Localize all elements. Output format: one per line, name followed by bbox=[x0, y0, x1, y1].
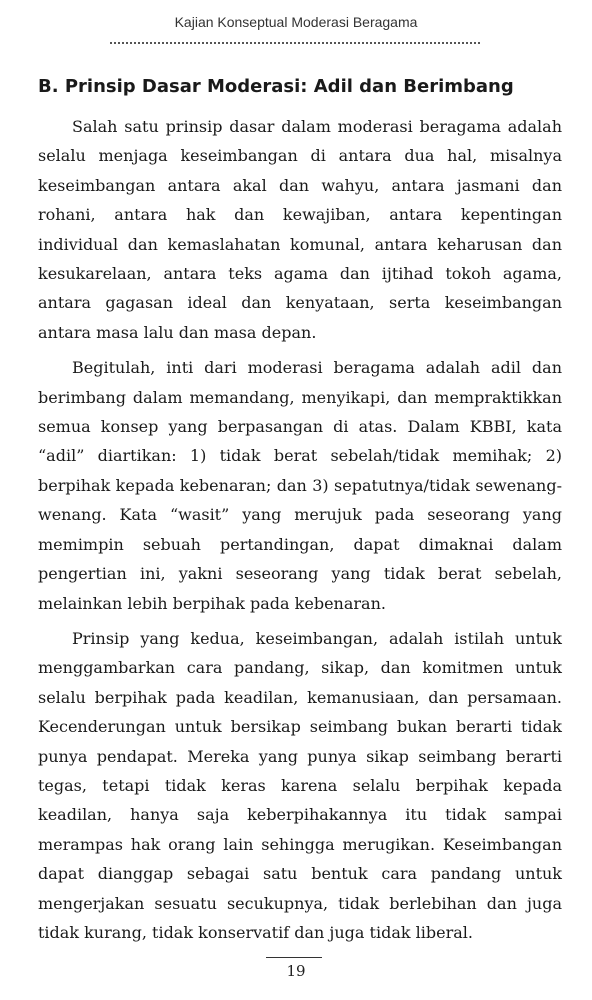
paragraph-2: Begitulah, inti dari moderasi beragama adalah adil dan berimbang dalam memandang, menyikapi, dan mempraktikkan semua konsep yang berpasangan di atas. Dalam KBBI, kata “adil” diartikan: 1) tidak berat sebelah/tidak memihak; 2) berpihak kepada kebenaran; dan 3) sepatutnya/tidak sewenang-wenang. Kata “wasit” yang merujuk pada seseorang yang memimpin sebuah pertandingan, dapat dimaknai dalam pengertian ini, yakni seseorang yang tidak berat sebelah, melainkan lebih berpihak pada kebenaran. bbox=[38, 358, 562, 613]
page-number-rule bbox=[266, 957, 322, 958]
section-heading: B. Prinsip Dasar Moderasi: Adil dan Berimbang bbox=[38, 76, 514, 97]
body-text bbox=[38, 112, 562, 953]
paragraph-3: Prinsip yang kedua, keseimbangan, adalah istilah untuk menggambarkan cara pandang, sikap, dan komitmen untuk selalu berpihak pada keadilan, kemanusiaan, dan persamaan. Kecenderungan untuk bersikap seimbang bukan berarti tidak punya pendapat. Mereka yang punya sikap seimbang berarti tegas, tetapi tidak keras karena selalu berpihak kepada keadilan, hanya saja keberpihakannya itu tidak sampai merampas hak orang lain sehingga merugikan. Keseimbangan dapat dianggap sebagai satu bentuk cara pandang untuk mengerjakan sesuatu secukupnya, tidak berlebihan dan juga tidak kurang, tidak konservatif dan juga tidak liberal. bbox=[38, 628, 562, 942]
paragraph-1: Salah satu prinsip dasar dalam moderasi beragama adalah selalu menjaga keseimbangan di antara dua hal, misalnya keseimbangan antara akal dan wahyu, antara jasmani dan rohani, antara hak dan kewajiban, antara kepentingan individual dan kemaslahatan komunal, antara keharusan dan kesukarelaan, antara teks agama dan ijtihad tokoh agama, antara gagasan ideal dan kenyataan, serta keseimbangan antara masa lalu dan masa depan. bbox=[38, 117, 562, 342]
running-header: Kajian Konseptual Moderasi Beragama bbox=[174, 14, 418, 30]
header-dotted-rule bbox=[110, 42, 480, 44]
page-number: 19 bbox=[286, 962, 306, 980]
